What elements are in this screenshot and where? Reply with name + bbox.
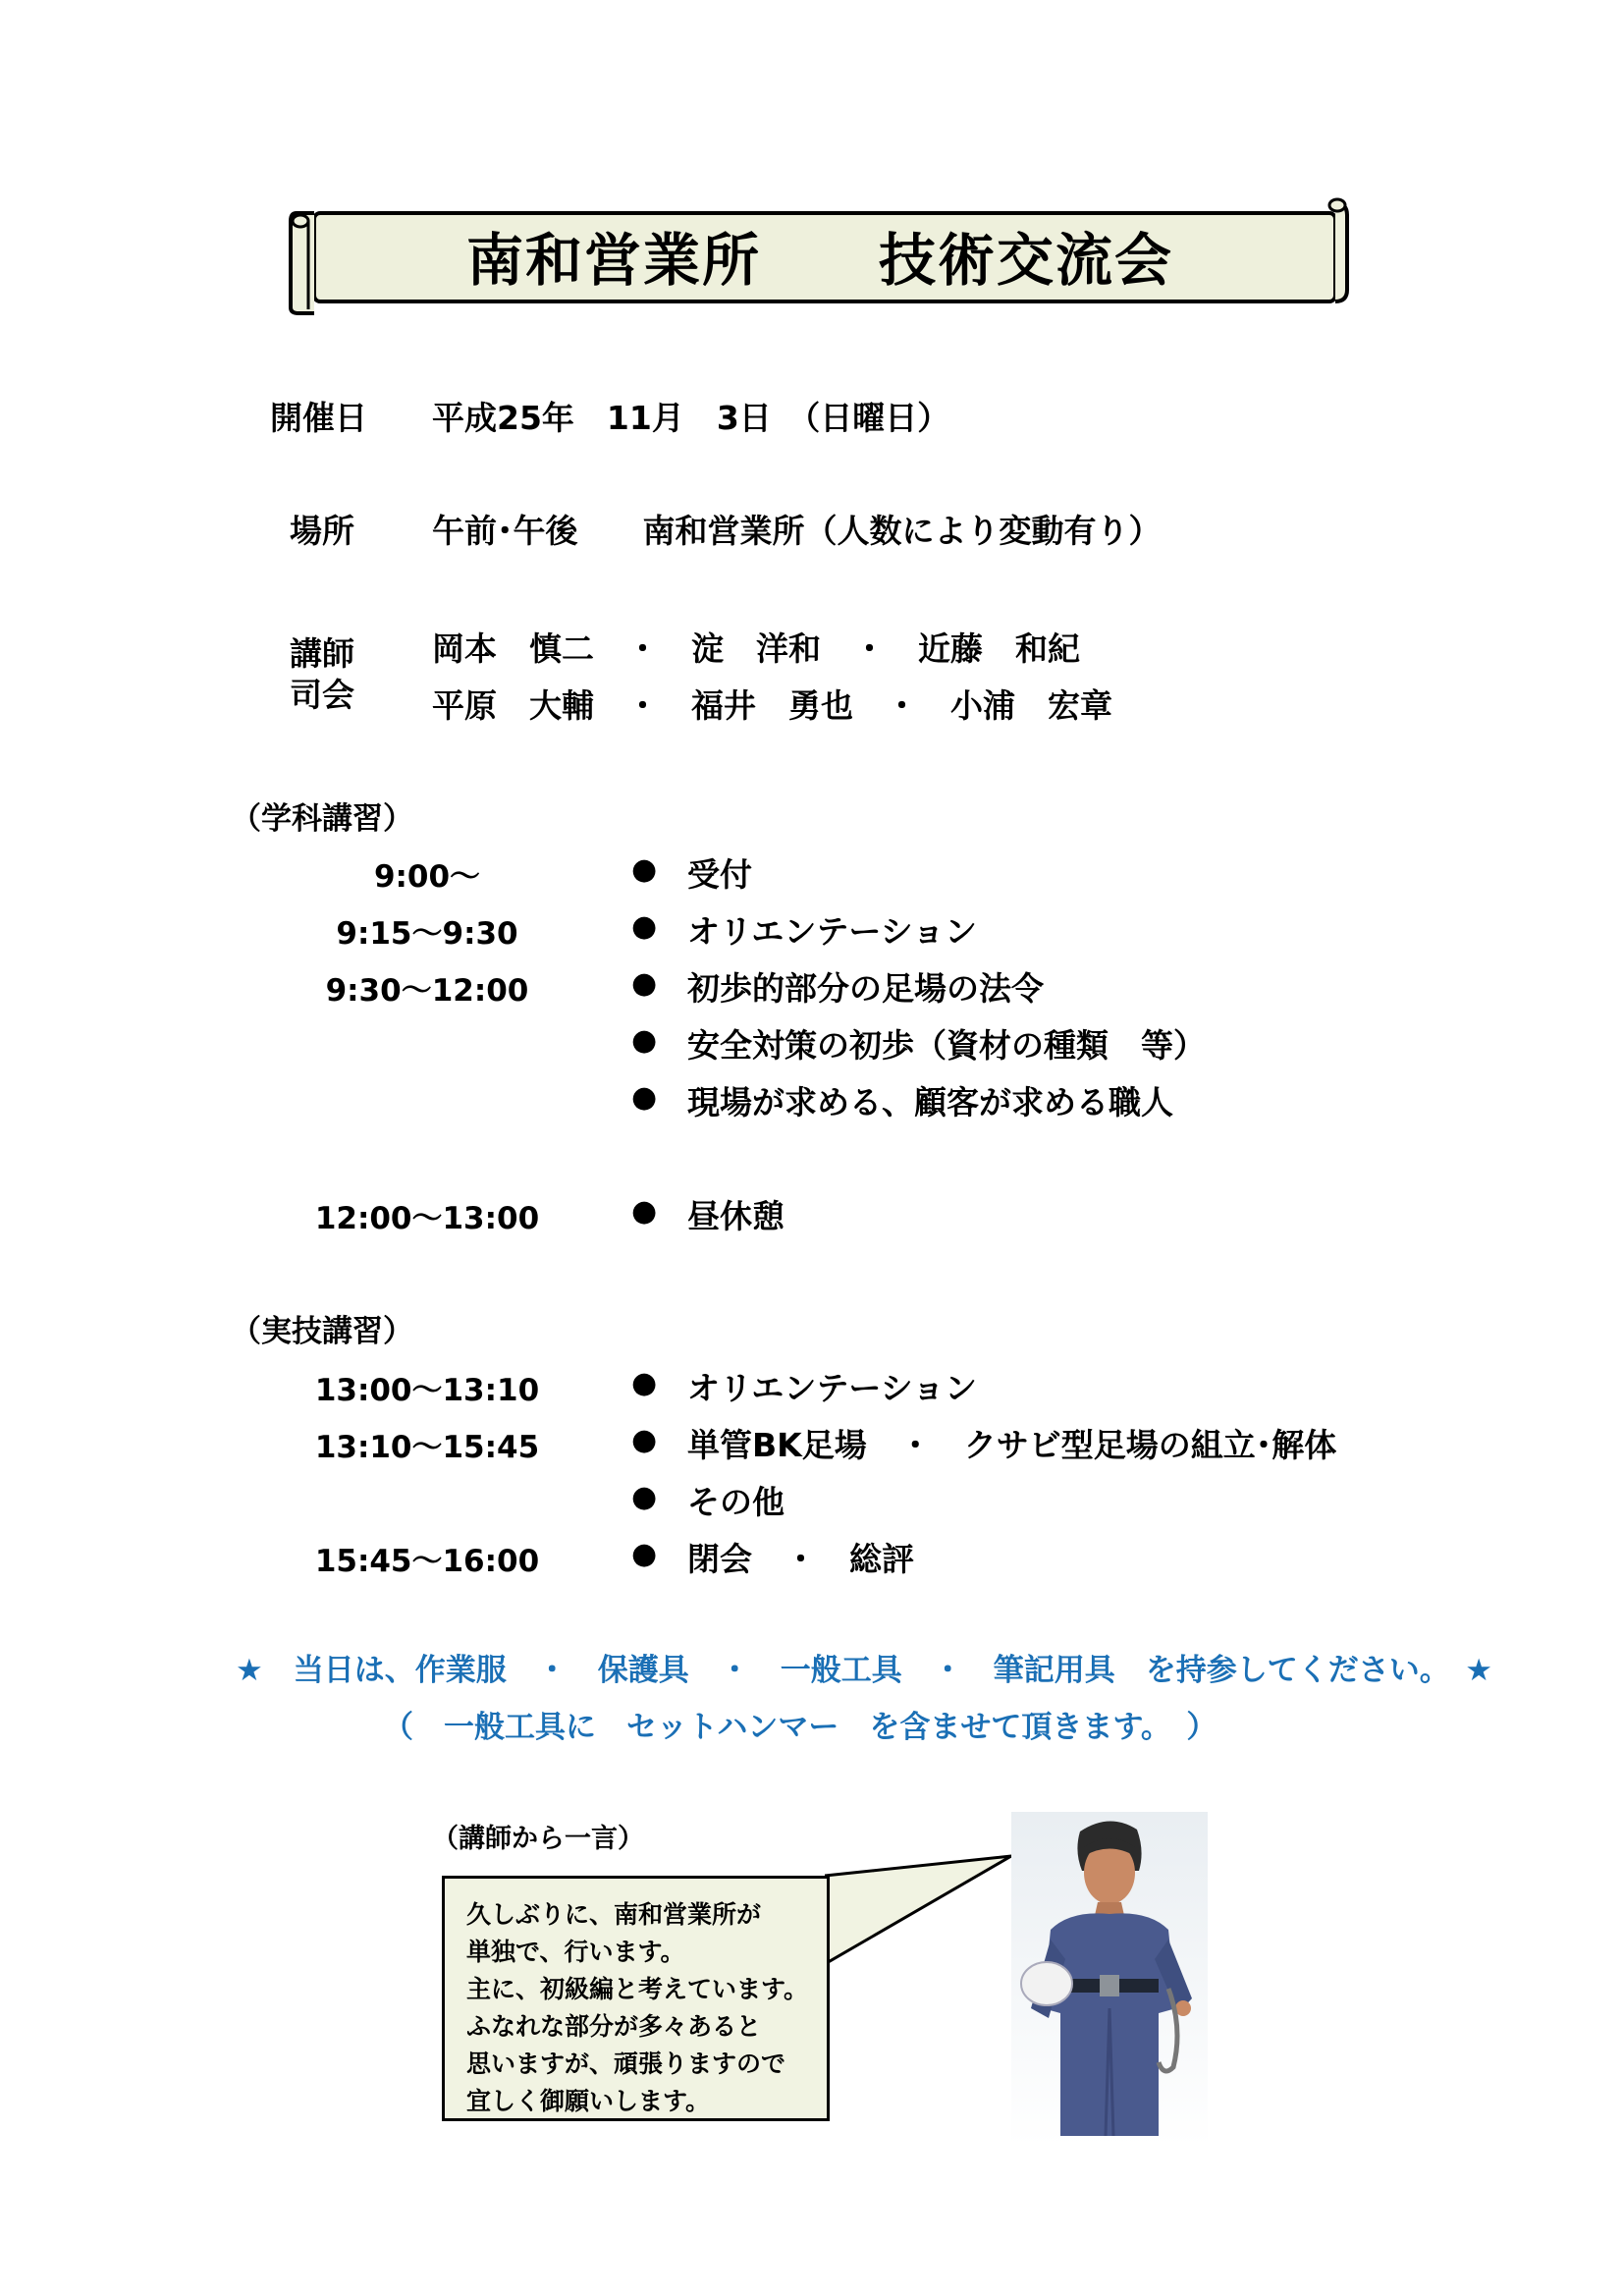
instructors-line-1: 岡本 慎二 ・ 淀 洋和 ・ 近藤 和紀 — [432, 629, 1080, 668]
message-heading: （講師から一言） — [432, 1824, 644, 1854]
emcee-label: 司会 — [290, 676, 354, 714]
message-line: 宜しく御願いします。 — [466, 2087, 711, 2115]
bullet-icon: ● — [631, 1366, 658, 1400]
message-line: 久しぶりに、南和営業所が — [466, 1900, 762, 1929]
bullet-icon: ● — [631, 1480, 658, 1514]
bullet-icon: ● — [631, 966, 658, 1001]
lecture-time: 9:00～ — [373, 859, 481, 895]
message-line: 単独で、行います。 — [466, 1938, 685, 1966]
bullet-icon: ● — [631, 1537, 658, 1571]
lecture-time: 12:00～13:00 — [314, 1201, 540, 1236]
practical-time: 13:00～13:10 — [314, 1373, 540, 1408]
date-label: 開催日 — [270, 399, 367, 437]
bullet-icon: ● — [631, 1080, 658, 1115]
practical-time: 15:45～16:00 — [314, 1544, 540, 1579]
instructors-line-2: 平原 大輔 ・ 福井 勇也 ・ 小浦 宏章 — [432, 686, 1112, 725]
lecture-time: 9:30～12:00 — [325, 973, 529, 1009]
practical-item: オリエンテーション — [687, 1369, 978, 1407]
message-line: ふなれな部分が多々あると — [466, 2012, 762, 2041]
message-text — [466, 1896, 808, 2120]
bullet-icon: ● — [631, 852, 658, 887]
lecture-time: 9:15～9:30 — [336, 916, 518, 952]
practical-item: その他 — [687, 1483, 784, 1521]
lecture-item: 現場が求める、顧客が求める職人 — [687, 1083, 1173, 1121]
message-line: 主に、初級編と考えています。 — [466, 1975, 809, 2003]
practical-item: 単管BK足場 ・ クサビ型足場の組立･解体 — [687, 1426, 1337, 1464]
practical-heading: （実技講習） — [231, 1314, 413, 1349]
instructor-label: 講師 — [290, 634, 354, 673]
bullet-icon: ● — [631, 1423, 658, 1457]
speech-bubble — [442, 1876, 830, 2121]
lecture-item: 初歩的部分の足場の法令 — [687, 969, 1044, 1008]
title-banner — [285, 191, 1355, 319]
lecture-item: 受付 — [687, 855, 752, 894]
notice-line-1: ★ 当日は、作業服 ・ 保護具 ・ 一般工具 ・ 筆記用具 を持参してください。 ★ — [236, 1653, 1493, 1688]
lecture-item: 安全対策の初歩（資材の種類 等） — [687, 1026, 1206, 1065]
place-value: 午前･午後 南和営業所（人数により変動有り） — [432, 512, 1162, 550]
bullet-icon: ● — [631, 1194, 658, 1229]
instructor-portrait-image — [1011, 1812, 1208, 2146]
lecture-item: オリエンテーション — [687, 912, 978, 951]
lecture-heading: （学科講習） — [231, 801, 413, 837]
bullet-icon: ● — [631, 1023, 658, 1058]
date-value: 平成25年 11月 3日 （日曜日） — [432, 399, 950, 437]
page-title: 南和営業所 技術交流会 — [465, 227, 1173, 294]
bullet-icon: ● — [631, 909, 658, 944]
lecture-item: 昼休憩 — [687, 1197, 784, 1235]
place-label: 場所 — [290, 512, 354, 550]
practical-item: 閉会 ・ 総評 — [687, 1540, 914, 1578]
message-line: 思いますが、頑張りますので — [466, 2050, 786, 2078]
notice-line-2: （ 一般工具に セットハンマー を含ませて頂きます。 ） — [383, 1710, 1217, 1745]
speech-bubble-tail — [825, 1846, 1021, 1994]
practical-time: 13:10～15:45 — [314, 1430, 540, 1465]
